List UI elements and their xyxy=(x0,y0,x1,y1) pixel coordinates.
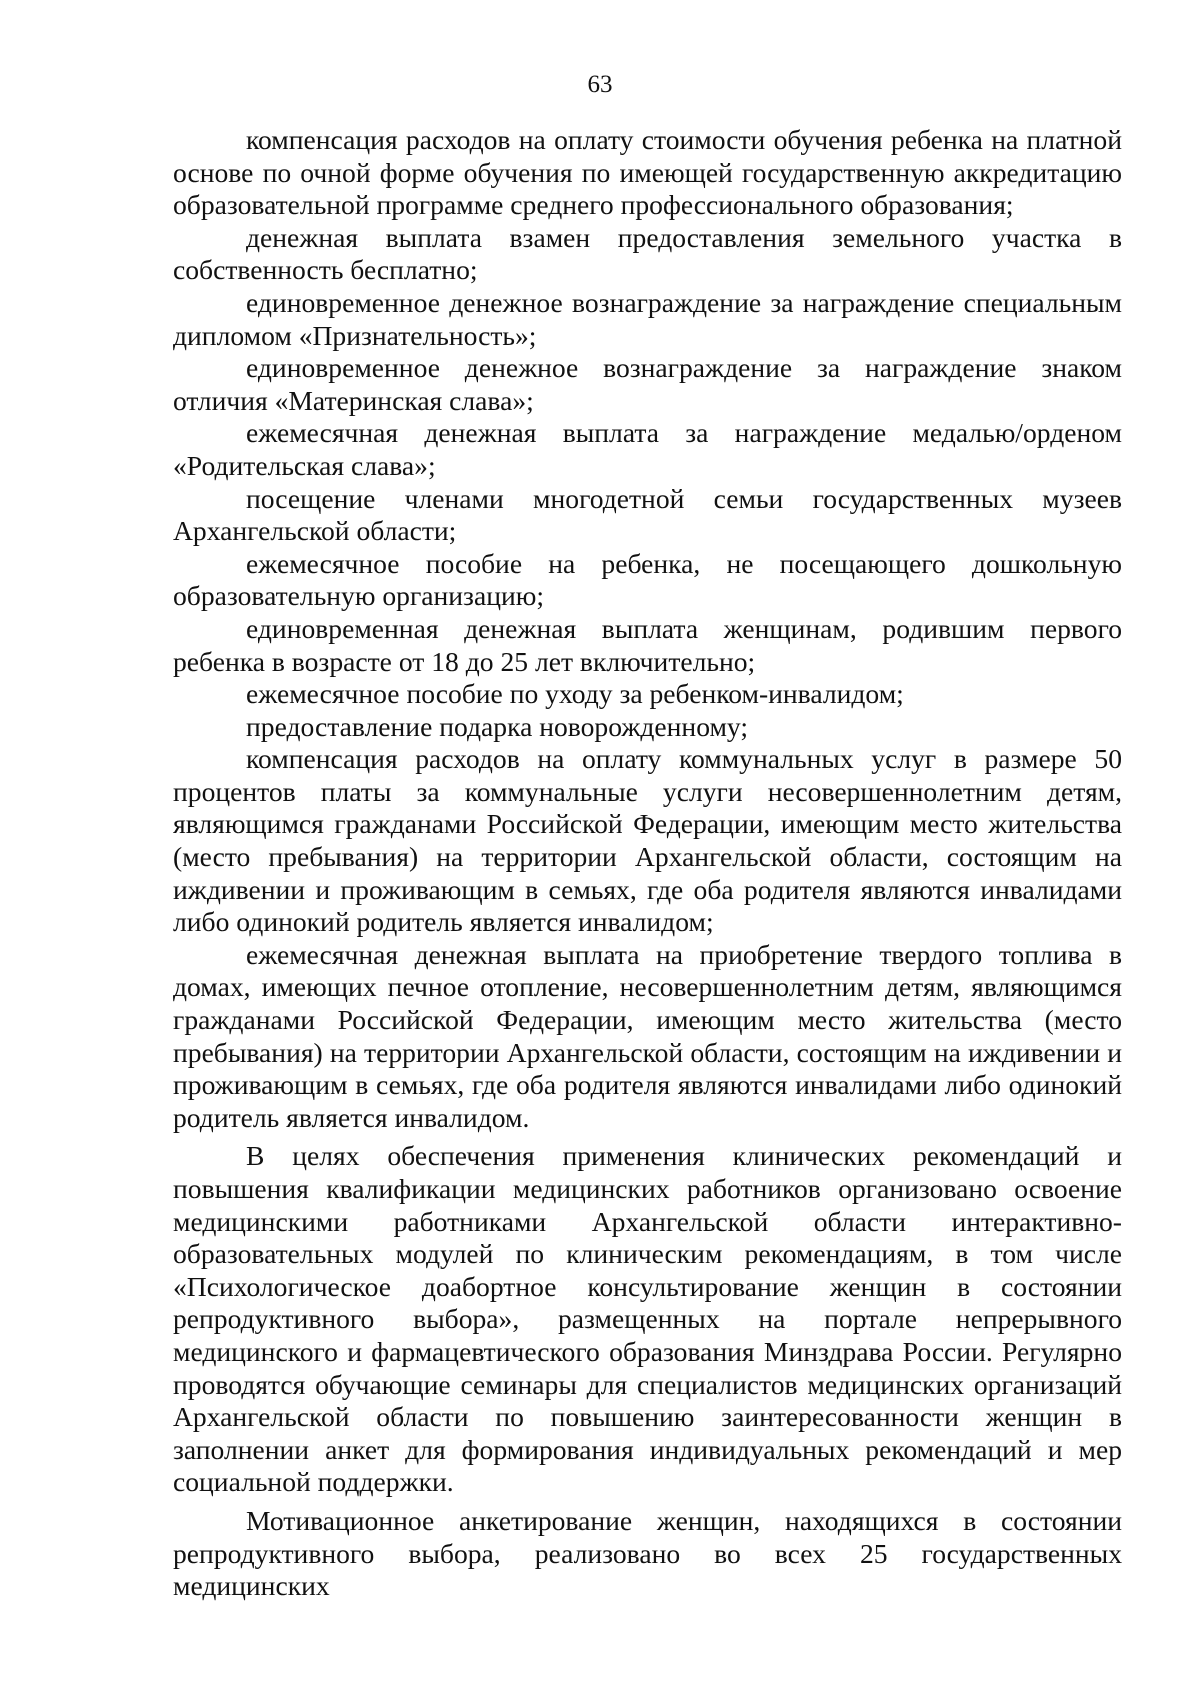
list-item-preschool-allowance: ежемесячное пособие на ребенка, не посещающего дошкольную образовательную организацию; xyxy=(173,547,1122,612)
page-number: 63 xyxy=(587,71,613,98)
list-item-museum-visits: посещение членами многодетной семьи государственных музеев Архангельской области; xyxy=(173,482,1122,547)
list-item-maternal-glory-award: единовременное денежное вознаграждение за награждение знаком отличия «Материнская слава»; xyxy=(173,352,1122,416)
list-item-land-payment: денежная выплата взамен предоставления земельного участка в собственность бесплатно; xyxy=(173,221,1122,286)
document-body xyxy=(173,124,1122,1603)
list-item-gratitude-diploma-award: единовременное денежное вознаграждение за награждение специальным дипломом «Признательность»; xyxy=(173,286,1122,351)
list-item-tuition-compensation: компенсация расходов на оплату стоимости обучения ребенка на платной основе по очной форме обучения по имеющей государственную аккредитацию образовательной программе среднего профессионального образования; xyxy=(173,124,1122,221)
list-item-newborn-gift: предоставление подарка новорожденному; xyxy=(246,710,749,742)
list-item-parental-glory-payment: ежемесячная денежная выплата за награждение медалью/орденом «Родительская слава»; xyxy=(173,417,1122,481)
list-item-disabled-child-care-allowance: ежемесячное пособие по уходу за ребенком-инвалидом; xyxy=(246,678,904,710)
list-item-utility-compensation: компенсация расходов на оплату коммунальных услуг в размере 50 процентов платы за коммунальные услуги несовершеннолетним детям, являющимся гражданами Российской Федерации, имеющим место жительства (место пребывания) на территории Архангельской области, состоящим на иждивении и проживающим в семьях, где оба родителя являются инвалидами либо одинокий родитель является инвалидом; xyxy=(173,743,1122,938)
paragraph-clinical-recommendations: В целях обеспечения применения клинических рекомендаций и повышения квалификации медицинских работников организовано освоение медицинскими работниками Архангельской области интерактивно-образовательных модулей по клиническим рекомендациям, в том числе «Психологическое доабортное консультирование женщин в состоянии репродуктивного выбора», размещенных на портале непрерывного медицинского и фармацевтического образования Минздрава России. Регулярно проводятся обучающие семинары для специалистов медицинских организаций Архангельской области по повышению заинтересованности женщин в заполнении анкет для формирования индивидуальных рекомендаций и мер социальной поддержки. xyxy=(173,1140,1122,1498)
list-item-first-child-payment: единовременная денежная выплата женщинам, родившим первого ребенка в возрасте от 18 до 25 лет включительно; xyxy=(173,612,1122,677)
list-item-solid-fuel-payment: ежемесячная денежная выплата на приобретение твердого топлива в домах, имеющих печное отопление, несовершеннолетним детям, являющимся гражданами Российской Федерации, имеющим место жительства (место пребывания) на территории Архангельской области, состоящим на иждивении и проживающим в семьях, где оба родителя являются инвалидами либо одинокий родитель является инвалидом. xyxy=(173,938,1122,1133)
paragraph-motivational-survey: Мотивационное анкетирование женщин, находящихся в состоянии репродуктивного выбора, реализовано во всех 25 государственных медицинских xyxy=(173,1504,1122,1602)
